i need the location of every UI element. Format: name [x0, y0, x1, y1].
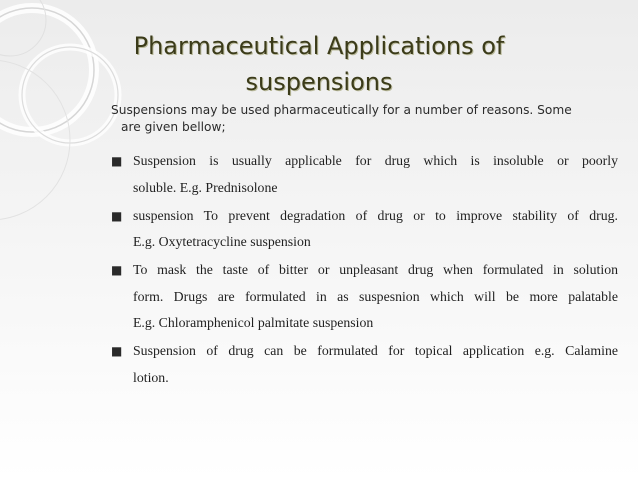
- intro-text: [111, 102, 616, 136]
- bullet-line: Suspension of drug can be formulated for topical application e.g. Calamine: [133, 343, 618, 358]
- title-line: Pharmaceutical Applications of: [133, 32, 505, 60]
- square-bullet-icon: ■: [111, 208, 123, 223]
- bullet-item: [111, 203, 618, 256]
- bullet-line: soluble. E.g. Prednisolone: [133, 179, 278, 195]
- bullet-line: lotion.: [133, 369, 169, 385]
- square-bullet-icon: ■: [111, 154, 123, 168]
- square-bullet-icon: ■: [111, 263, 123, 277]
- title-line: suspensions: [245, 68, 393, 96]
- bullet-line: E.g. Oxytetracycline suspension: [133, 234, 311, 249]
- bullet-line: Suspension is usually applicable for drug which is insoluble or poorly: [133, 153, 618, 168]
- bullet-item: [111, 338, 618, 391]
- bullet-list: [111, 148, 618, 393]
- bullet-item: [111, 148, 618, 201]
- slide-title: [0, 28, 638, 100]
- bullet-line: To mask the taste of bitter or unpleasant drug when formulated in solution: [133, 262, 618, 277]
- bullet-line: suspension To prevent degradation of drug or to improve stability of drug.: [133, 207, 618, 223]
- intro-line: Suspensions may be used pharmaceutically for a number of reasons. Some: [111, 103, 572, 117]
- intro-line: are given bellow;: [121, 120, 226, 134]
- square-bullet-icon: ■: [111, 344, 123, 358]
- bullet-line: form. Drugs are formulated in as suspesnion which will be more palatable: [133, 288, 618, 304]
- bullet-line: E.g. Chloramphenicol palmitate suspension: [133, 315, 374, 330]
- bullet-item: [111, 257, 618, 337]
